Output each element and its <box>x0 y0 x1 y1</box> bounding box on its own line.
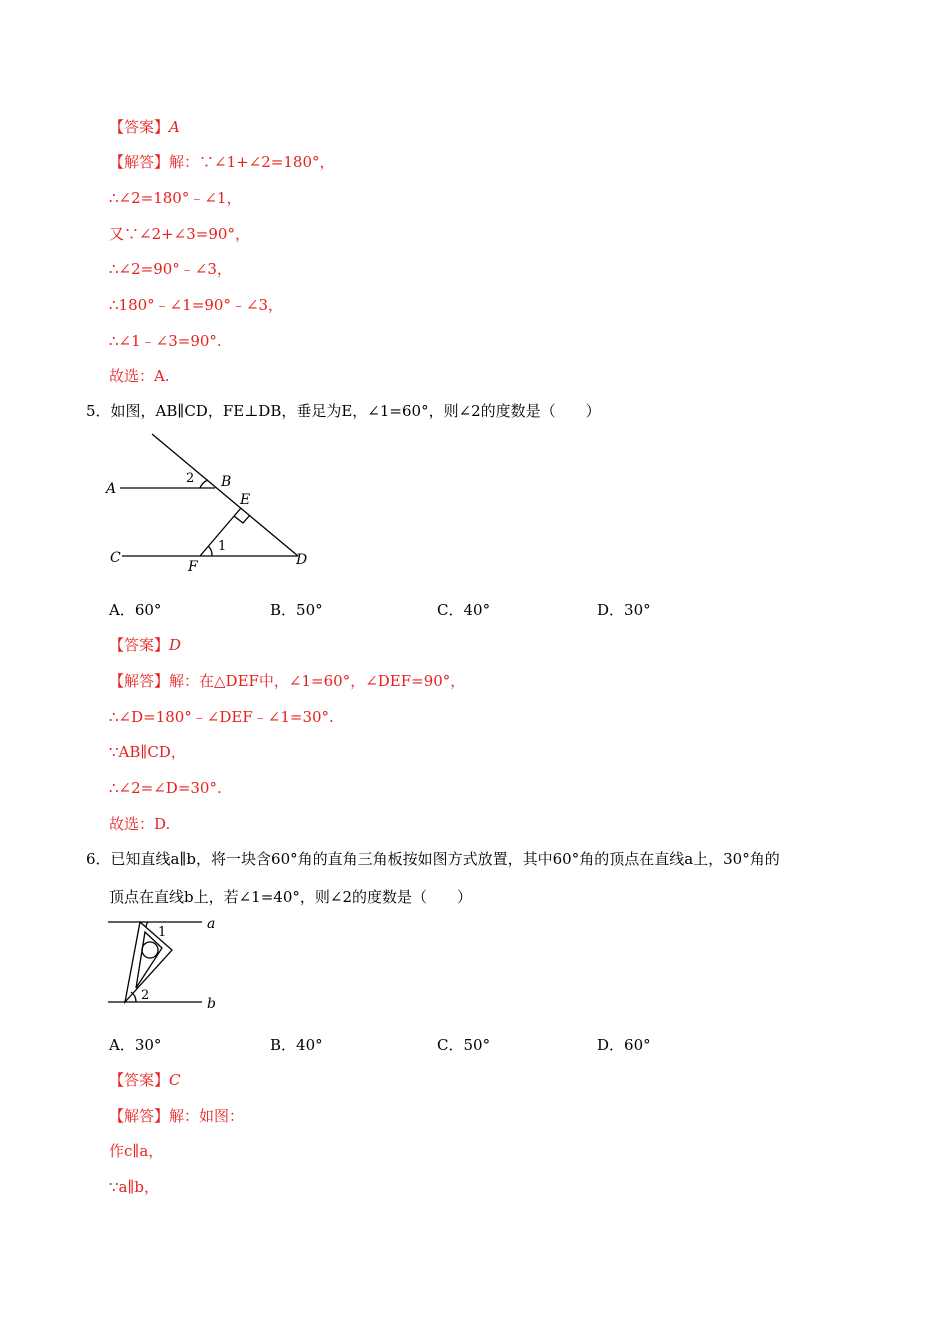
answer-label: 【答案】 <box>109 1071 170 1089</box>
q6-answer <box>109 1070 181 1090</box>
q4-solution-line-6: ∴∠1﹣∠3=90°. <box>109 332 222 350</box>
q5-answer <box>109 635 181 655</box>
label-line-b: b <box>207 996 216 1012</box>
answer-label: 【答案】 <box>109 118 170 136</box>
q5-option-d: D．30° <box>597 601 651 619</box>
q5-solution-line-2: ∴∠D=180°﹣∠DEF﹣∠1=30°. <box>109 708 334 726</box>
q4-solution-line-5: ∴180°﹣∠1=90°﹣∠3， <box>109 296 284 314</box>
right-angle-mark <box>234 515 250 523</box>
q6-option-d: D．60° <box>597 1036 651 1054</box>
question-text: 如图，AB∥CD，FE⊥DB，垂足为E，∠1=60°，则∠2的度数是（ ） <box>110 402 601 420</box>
line-bd <box>152 434 298 556</box>
q4-answer <box>109 117 180 137</box>
solution-label: 【解答】 <box>109 1107 170 1125</box>
label-a: A <box>106 481 117 497</box>
q4-solution-line-3: 又∵∠2+∠3=90°， <box>109 225 250 243</box>
answer-value: A <box>169 118 180 136</box>
label-d: D <box>296 552 308 568</box>
q6-stem-line-2: 顶点在直线b上，若∠1=40°，则∠2的度数是（ ） <box>109 888 472 906</box>
q6-figure <box>100 910 230 1015</box>
q5-solution-line-4: ∴∠2=∠D=30°. <box>109 779 222 797</box>
q6-solution-line-2: 作c∥a， <box>109 1142 164 1160</box>
label-f: F <box>188 559 198 575</box>
q6-option-a: A．30° <box>109 1036 162 1054</box>
label-e: E <box>240 492 251 508</box>
answer-value: C <box>169 1071 181 1089</box>
triangle-inner <box>136 932 162 988</box>
q5-solution-line-3: ∵AB∥CD， <box>109 743 186 761</box>
q6-solution-line-3: ∵a∥b， <box>109 1178 160 1196</box>
label-angle-1: 1 <box>218 539 227 554</box>
angle-1-arc <box>208 546 212 556</box>
label-line-a: a <box>207 916 216 932</box>
angle-1-arc <box>146 922 148 927</box>
q4-solution-line-7: 故选：A. <box>109 367 170 385</box>
question-text: 已知直线a∥b，将一块含60°角的直角三角板按如图方式放置，其中60°角的顶点在直线a上，30°角的 <box>110 850 780 868</box>
answer-value: D <box>169 636 182 654</box>
q5-figure <box>100 428 330 578</box>
answer-label: 【答案】 <box>109 636 170 654</box>
q4-solution-line-1: 【解答】解：∵∠1+∠2=180°， <box>109 153 335 171</box>
q5-solution-line-1: 【解答】解：在△DEF中，∠1=60°，∠DEF=90°， <box>109 672 466 690</box>
solution-label: 【解答】 <box>109 672 170 690</box>
q6-option-c: C．50° <box>437 1036 491 1054</box>
angle-2-arc <box>200 480 208 488</box>
question-number: 5． <box>86 402 111 420</box>
question-number: 6． <box>86 850 111 868</box>
q4-solution-line-4: ∴∠2=90°﹣∠3， <box>109 260 232 278</box>
label-angle-2: 2 <box>141 988 150 1003</box>
q5-option-c: C．40° <box>437 601 491 619</box>
q6-solution-line-1: 【解答】解：如图： <box>109 1107 245 1125</box>
q5-solution-line-5: 故选：D. <box>109 815 171 833</box>
solution-label: 【解答】 <box>109 153 170 171</box>
angle-2-arc <box>131 992 136 1002</box>
q5-option-a: A．60° <box>109 601 162 619</box>
triangle-hole <box>142 942 158 958</box>
q4-solution-line-2: ∴∠2=180°﹣∠1， <box>109 189 242 207</box>
q5-option-b: B．50° <box>270 601 323 619</box>
q5-stem <box>86 401 601 421</box>
label-angle-2: 2 <box>186 471 195 486</box>
label-angle-1: 1 <box>158 925 167 940</box>
label-b: B <box>221 474 232 490</box>
label-c: C <box>110 550 121 566</box>
q6-option-b: B．40° <box>270 1036 323 1054</box>
q6-stem-line-1 <box>86 849 780 869</box>
